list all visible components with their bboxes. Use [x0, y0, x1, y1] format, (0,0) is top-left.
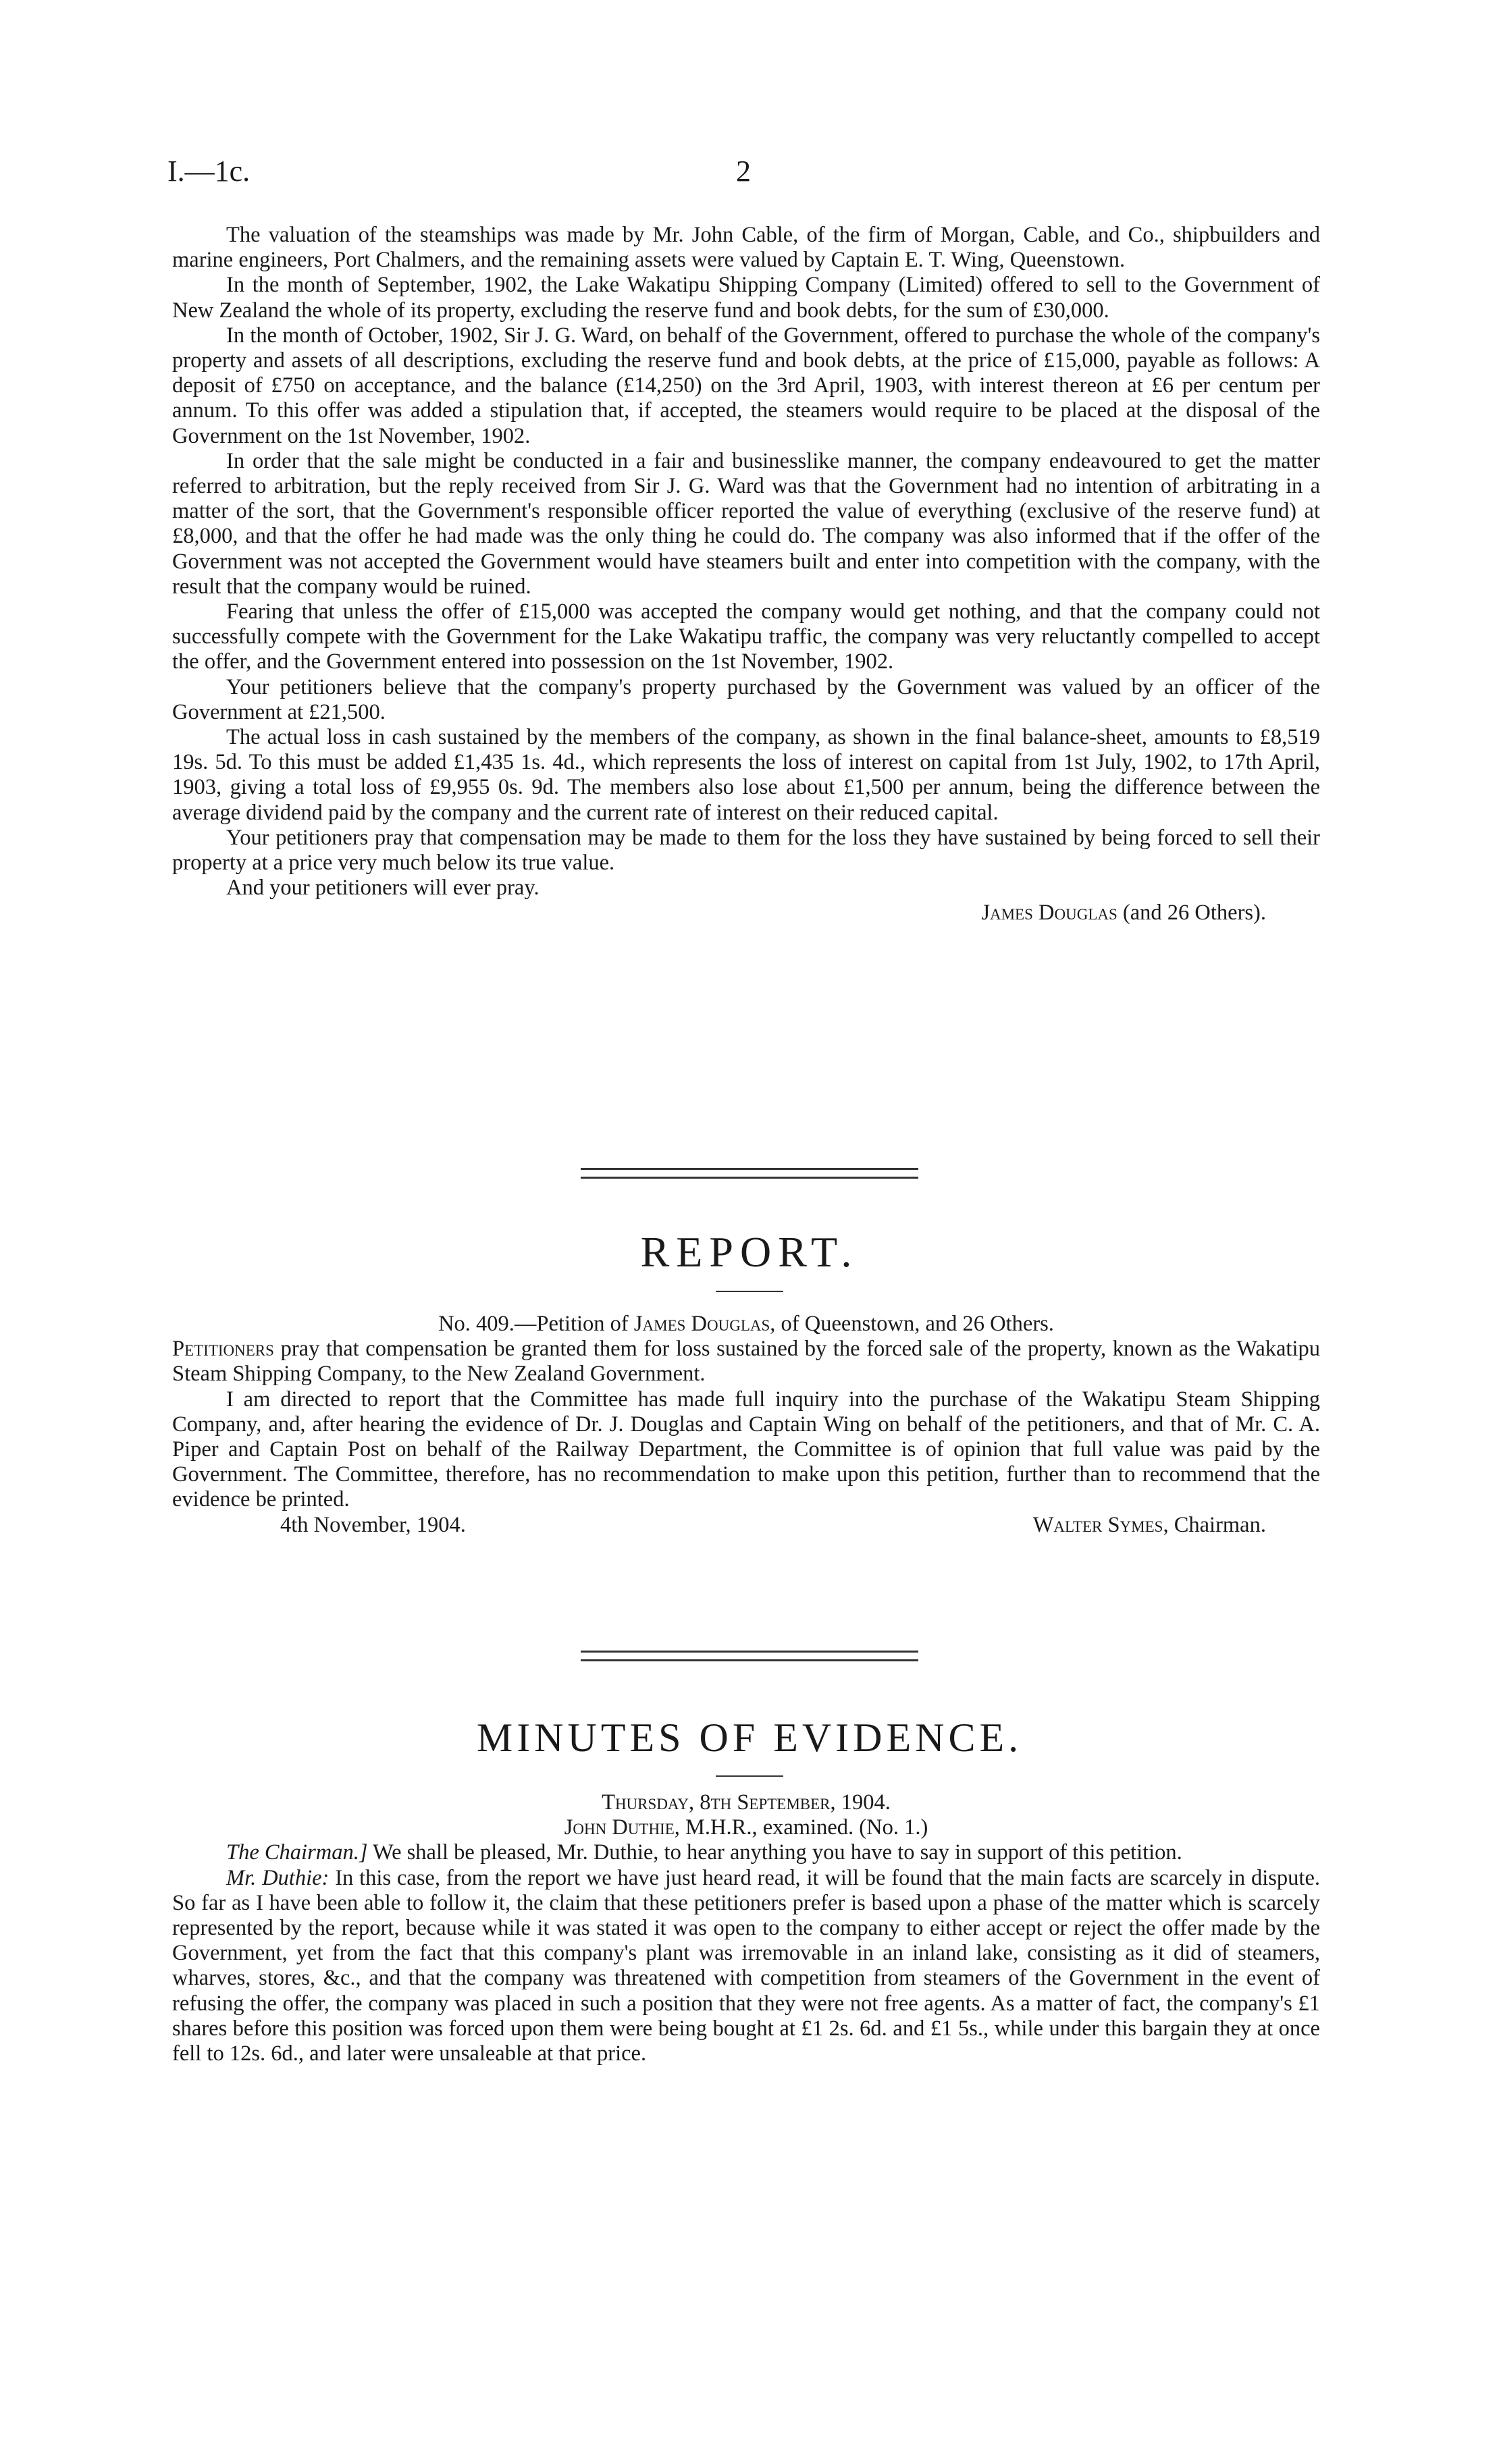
- answer-paragraph: [172, 1866, 1320, 2067]
- petition-paragraph: The actual loss in cash sustained by the members of the company, as shown in the final balance-sheet, amounts to £8,519 19s. 5d. To this must be added £1,435 1s. 4d., which represents the loss of interest on capital from 1st July, 1902, to 17th April, 1903, giving a total loss of £9,955 0s. 9d. The members also lose about £1,500 per annum, being the difference between the average dividend paid by the company and the current rate of interest on their reduced capital.: [172, 725, 1320, 825]
- report-body: [172, 1312, 1320, 1538]
- petition-signature: [172, 901, 1320, 926]
- report-lead-word: Petitioners: [172, 1337, 274, 1362]
- petition-paragraph: In the month of October, 1902, Sir J. G. Ward, on behalf of the Government, offered to purchase the whole of the company's property and assets of all descriptions, excluding the reserve fund and book debts, at the price of £15,000, payable as follows: A deposit of £750 on acceptance, and the balance (£14,250) on the 3rd April, 1903, with interest thereon at £6 per centum per annum. To this offer was added a stipulation that, if accepted, the steamers would require to be placed at the disposal of the Government on the 1st November, 1902.: [172, 323, 1320, 448]
- petition-body: [172, 223, 1320, 926]
- report-heading: REPORT.: [640, 1228, 859, 1276]
- heading-rule: [716, 1775, 783, 1777]
- report-paragraph: I am directed to report that the Committee has made full inquiry into the purchase of the Wakatipu Steam Shipping Company, and, after hearing the evidence of Dr. J. Douglas and Captain Wing on behalf of the petitioners, and that of Mr. C. A. Piper and Captain Post on behalf of the Railway Department, the Committee is of opinion that full value was paid by the Government. The Committee, therefore, has no recommendation to make upon this petition, further than to recommend that the evidence be printed.: [172, 1387, 1320, 1512]
- minutes-heading: MINUTES OF EVIDENCE.: [476, 1715, 1023, 1760]
- report-dateline: [172, 1513, 1320, 1538]
- question-text: We shall be pleased, Mr. Duthie, to hear anything you have to say in support of this petition.: [367, 1840, 1182, 1865]
- report-paragraph-text: pray that compensation be granted them for loss sustained by the forced sale of the property, known as the Wakatipu Steam Shipping Company, to the New Zealand Government.: [172, 1337, 1320, 1387]
- question-paragraph: [172, 1840, 1320, 1865]
- witness-line: [172, 1815, 1320, 1840]
- signature-name: James Douglas: [981, 901, 1117, 926]
- petition-paragraph: The valuation of the steamships was made by Mr. John Cable, of the firm of Morgan, Cable, and Co., shipbuilders and marine engineers, Port Chalmers, and the remaining assets were valued by Captain E. T. Wing, Queenstown.: [172, 223, 1320, 273]
- chairman-name: Walter Symes: [1032, 1512, 1163, 1537]
- section-divider: [581, 1651, 918, 1661]
- petition-paragraph: Your petitioners pray that compensation may be made to them for the loss they have sustained by being forced to sell their property at a price very much below its true value.: [172, 825, 1320, 876]
- subhead-suffix: , of Queenstown, and 26 Others.: [770, 1312, 1054, 1336]
- minutes-date: Thursday, 8th September, 1904.: [602, 1790, 891, 1815]
- petition-paragraph: And your petitioners will ever pray.: [226, 876, 540, 901]
- question-speaker: The Chairman.]: [226, 1840, 368, 1865]
- report-chairman: [979, 1513, 1266, 1538]
- document-reference: I.—1c.: [167, 155, 251, 188]
- subhead-name: James Douglas: [633, 1312, 770, 1336]
- subhead-prefix: No. 409.—Petition of: [438, 1312, 629, 1336]
- page-number: 2: [736, 155, 751, 188]
- petition-paragraph: Your petitioners believe that the company's property purchased by the Government was valued by an officer of the Government at £21,500.: [172, 674, 1320, 724]
- petition-paragraph: In order that the sale might be conducted in a fair and businesslike manner, the company endeavoured to get the matter referred to arbitration, but the reply received from Sir J. G. Ward was that the Government had no intention of arbitrating in a matter of the sort, that the Government's responsible officer reported the value of everything (exclusive of the reserve fund) at £8,000, and that the offer he had made was the only thing he could do. The company was also informed that if the offer of the Government was not accepted the Government would have steamers built and enter into competition with the company, with the result that the company would be ruined.: [172, 448, 1320, 599]
- report-paragraph: [172, 1337, 1320, 1387]
- signature-rest: (and 26 Others).: [1122, 901, 1266, 926]
- answer-text: In this case, from the report we have just heard read, it will be found that the main facts are scarcely in dispute. So far as I have been able to follow it, the claim that these petitioners prefer is based upon a phase of the matter which is scarcely represented by the report, because while it was stated it was open to the company to either accept or reject the offer made by the Government, yet from the fact that this company's plant was irremovable in an inland lake, consisting as it did of steamers, wharves, stores, &c., and that the company was threatened with competition from steamers of the Government in the event of refusing the offer, the company was placed in such a position that they were not free agents. As a matter of fact, the company's £1 shares before this position was forced upon them were being bought at £1 2s. 6d. and £1 5s., while under this bargain they at once fell to 12s. 6d., and later were unsaleable at that price.: [172, 1865, 1320, 2066]
- petition-paragraph: In the month of September, 1902, the Lake Wakatipu Shipping Company (Limited) offered to sell to the Government of New Zealand the whole of its property, excluding the reserve fund and book debts, for the sum of £30,000.: [172, 273, 1320, 323]
- answer-speaker: Mr. Duthie:: [226, 1865, 330, 1890]
- heading-rule: [716, 1291, 783, 1292]
- report-subheading: [172, 1312, 1320, 1337]
- minutes-body: [172, 1790, 1320, 2066]
- witness-name: John Duthie: [564, 1815, 675, 1840]
- witness-rest: , M.H.R., examined. (No. 1.): [674, 1815, 928, 1840]
- chairman-role: , Chairman.: [1163, 1512, 1266, 1537]
- petition-paragraph: Fearing that unless the offer of £15,000 was accepted the company would get nothing, and that the company could not successfully compete with the Government for the Lake Wakatipu traffic, the company was very reluctantly compelled to accept the offer, and the Government entered into possession on the 1st November, 1902.: [172, 599, 1320, 674]
- report-date: 4th November, 1904.: [280, 1512, 466, 1537]
- section-divider: [581, 1168, 918, 1179]
